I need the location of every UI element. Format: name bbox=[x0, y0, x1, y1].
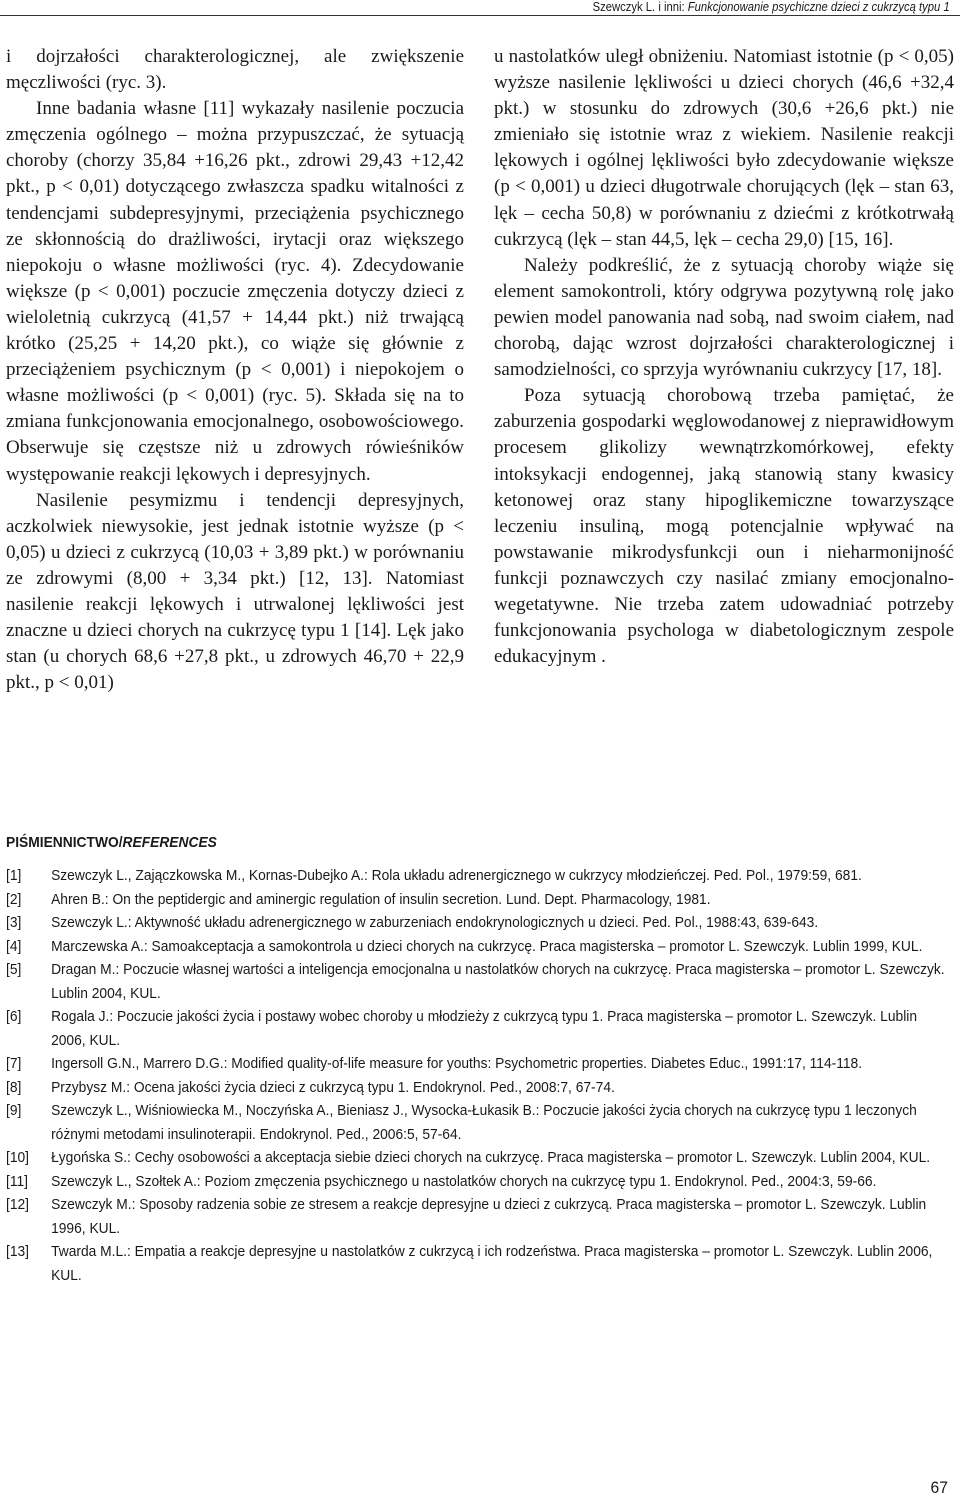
reference-number: [3] bbox=[6, 914, 22, 931]
reference-number: [7] bbox=[6, 1055, 22, 1072]
reference-item bbox=[6, 1005, 950, 1052]
reference-item bbox=[6, 1193, 950, 1240]
references-heading bbox=[6, 834, 217, 851]
right-column bbox=[494, 44, 954, 670]
reference-text: Twarda M.L.: Empatia a reakcje depresyjne u nastolatków z cukrzycą i ich rodzeństwa. Praca magisterska – promotor L. Szewczyk. Lublin 2006, KUL. bbox=[51, 1243, 933, 1284]
paragraph: Inne badania własne [11] wykazały nasilenie poczucia zmęczenia ogólnego – można przypuszczać, że sytuacją choroby (chorzy 35,84 +16,26 pkt., zdrowi 29,43 +12,42 pkt., p < 0,01) dotyczącego zwłaszcza spadku witalności z tendencjami subdepresyjnymi, przeciążenia psychicznego ze skłonnością do drażliwości, irytacji oraz większego niepokoju o własne możliwości (ryc. 4). Zdecydowanie większe (p < 0,001) poczucie zmęczenia dotyczy dzieci z wieloletnią cukrzycą (41,57 + 14,44 pkt.) niż trwającą krótko (25,25 + 14,20 pkt.), co wiąże się głównie z przeciążeniem psychicznym (p < 0,001) i niepokojem o własne możliwości (p < 0,001) (ryc. 5). Składa się na to zmiana funkcjonowania emocjonalnego, osobowościowego. Obserwuje się częstsze niż u zdrowych rówieśników występowanie reakcji lękowych i depresyjnych. bbox=[6, 98, 464, 485]
running-head-authors: Szewczyk L. i inni: bbox=[592, 0, 689, 14]
reference-number: [10] bbox=[6, 1149, 30, 1166]
reference-text: Przybysz M.: Ocena jakości życia dzieci z cukrzycą typu 1. Endokrynol. Ped., 2008:7, 67-74. bbox=[51, 1078, 615, 1096]
paragraph: Poza sytuacją chorobową trzeba pamiętać, że zaburzenia gospodarki węglowodanowej z nieprawidłowym procesem glikolizy wewnątrzkomórkowej, efekty intoksykacji endogennej, jaką stanowią stany kwasicy ketonowej oraz stany hipoglikemiczne towarzyszące leczeniu insuliną, mogą potencjalnie wpływać na powstawanie mikrodysfunkcji oun i nieharmonijność funkcji poznawczych czy nasilać zmiany emocjonalno-wegetatywne. Nie trzeba zatem udowadniać potrzeby funkcjonowania psychologa w diabetologicznym zespole edukacyjnym . bbox=[494, 385, 954, 668]
reference-text: Rogala J.: Poczucie jakości życia i postawy wobec choroby u młodzieży z cukrzycą typu 1. Praca magisterska – promotor L. Szewczyk. Lublin 2006, KUL. bbox=[51, 1008, 918, 1049]
reference-item bbox=[6, 935, 950, 959]
paragraph: Należy podkreślić, że z sytuacją choroby wiąże się element samokontroli, który odgrywa pozytywną rolę jako pewien model panowania nad sobą, nad swoim ciałem, nad chorobą, dając wzrost dojrzałości charakterologicznej i samodzielności, co sprzyja wyrównaniu cukrzycy [17, 18]. bbox=[494, 254, 954, 381]
reference-item bbox=[6, 888, 950, 912]
reference-number: [6] bbox=[6, 1008, 22, 1025]
reference-number: [5] bbox=[6, 961, 22, 978]
reference-item bbox=[6, 1076, 950, 1100]
references-heading-italic: REFERENCES bbox=[122, 834, 217, 851]
reference-number: [2] bbox=[6, 890, 22, 908]
reference-item bbox=[6, 1146, 950, 1170]
reference-item bbox=[6, 1099, 950, 1146]
reference-item bbox=[6, 958, 950, 1005]
reference-item bbox=[6, 1240, 950, 1287]
paragraph: u nastolatków uległ obniżeniu. Natomiast istotnie (p < 0,05) wyższe nasilenie lękliwości u dzieci chorych (46,6 +32,4 pkt.) w stosunku do zdrowych (30,6 +26,6 pkt.) nie zmieniało się istotnie wraz z wiekiem. Nasilenie reakcji lękowych i ogólnej lękliwości było zdecydowanie większe (p < 0,001) u dzieci długotrwale chorujących (lęk – stan 63, lęk – cecha 50,8) w porównaniu z dziećmi z krótkotrwałą cukrzycą (lęk – stan 44,5, lęk – cecha 29,0) [15, 16]. bbox=[494, 46, 954, 250]
running-head bbox=[593, 0, 950, 14]
header-rule bbox=[0, 15, 960, 16]
reference-text: Ingersoll G.N., Marrero D.G.: Modified quality-of-life measure for youths: Psychometric properties. Diabetes Educ., 1991:17, 114-118. bbox=[51, 1055, 863, 1072]
reference-number: [8] bbox=[6, 1078, 22, 1096]
reference-text: Szewczyk L., Szołtek A.: Poziom zmęczenia psychicznego u nastolatków chorych na cukrzycę typu 1. Endokrynol. Ped., 2004:3, 59-66. bbox=[51, 1172, 877, 1190]
reference-item bbox=[6, 1052, 950, 1076]
reference-text: Szewczyk L., Zajączkowska M., Kornas-Dubejko A.: Rola układu adrenergicznego w cukrzycy młodzieńczej. Ped. Pol., 1979:59, 681. bbox=[51, 867, 862, 884]
paragraph: Nasilenie pesymizmu i tendencji depresyjnych, aczkolwiek niewysokie, jest jednak istotnie wyższe (p < 0,05) u dzieci z cukrzycą (10,03 + 3,89 pkt.) w porównaniu ze zdrowymi (8,00 + 3,34 pkt.) [12, 13]. Natomiast nasilenie reakcji lękowych i utrwalonej lękliwości jest znaczne u dzieci chorych na cukrzycę typu 1 [14]. Lęk jako stan (u chorych 68,6 +27,8 pkt., u zdrowych 46,70 + 22,9 pkt., p < 0,01) bbox=[6, 489, 464, 694]
left-column bbox=[6, 44, 464, 696]
reference-text: Szewczyk L., Wiśniowiecka M., Noczyńska A., Bieniasz J., Wysocka-Łukasik B.: Poczucie jakości życia chorych na cukrzycę typu 1 leczonych różnymi metodami insulinoterapii. Endokrynol. Ped., 2006:5, 57-64. bbox=[51, 1102, 917, 1143]
reference-text: Ahren B.: On the peptidergic and aminergic regulation of insulin secretion. Lund. Dept. Pharmacology, 1981. bbox=[51, 890, 711, 908]
reference-number: [13] bbox=[6, 1243, 30, 1260]
reference-number: [9] bbox=[6, 1102, 22, 1119]
reference-number: [1] bbox=[6, 867, 22, 884]
reference-number: [12] bbox=[6, 1196, 30, 1213]
page-number: 67 bbox=[930, 1478, 948, 1497]
reference-number: [11] bbox=[6, 1172, 28, 1190]
references-list bbox=[6, 864, 950, 1287]
reference-text: Marczewska A.: Samoakceptacja a samokontrola u dzieci chorych na cukrzycę. Praca magisterska – promotor L. Szewczyk. Lublin 1999, KUL. bbox=[51, 937, 923, 955]
references-heading-plain: PIŚMIENNICTWO/ bbox=[6, 834, 123, 851]
reference-text: Łygońska S.: Cechy osobowości a akceptacja siebie dzieci chorych na cukrzycę. Praca magisterska – promotor L. Szewczyk. Lublin 2004, KUL. bbox=[51, 1149, 931, 1166]
reference-item bbox=[6, 911, 950, 935]
paragraph: i dojrzałości charakterologicznej, ale zwiększenie męczliwości (ryc. 3). bbox=[6, 46, 464, 94]
reference-number: [4] bbox=[6, 937, 22, 955]
reference-text: Szewczyk M.: Sposoby radzenia sobie ze stresem a reakcje depresyjne u dzieci z cukrzycą. Praca magisterska – promotor L. Szewczyk. Lublin 1996, KUL. bbox=[51, 1196, 927, 1237]
reference-item bbox=[6, 1170, 950, 1194]
running-head-title: Funkcjonowanie psychiczne dzieci z cukrzycą typu 1 bbox=[688, 0, 950, 14]
reference-text: Dragan M.: Poczucie własnej wartości a inteligencja emocjonalna u nastolatków chorych na cukrzycę. Praca magisterska – promotor L. Szewczyk. Lublin 2004, KUL. bbox=[51, 961, 945, 1002]
reference-item bbox=[6, 864, 950, 888]
reference-text: Szewczyk L.: Aktywność układu adrenergicznego w zaburzeniach endokrynologicznych u dzieci. Ped. Pol., 1988:43, 639-643. bbox=[51, 914, 819, 931]
